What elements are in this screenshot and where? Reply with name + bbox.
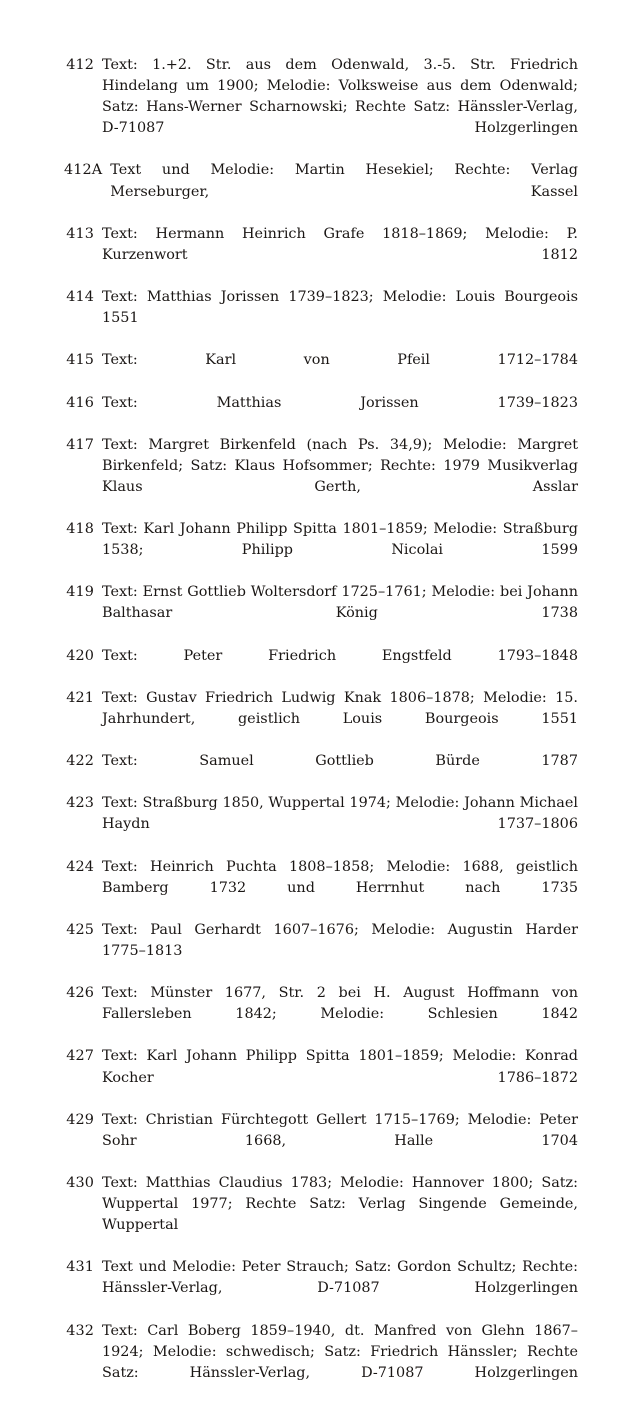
- credit-entry-text: Text: Matthias Jorissen 1739–1823: [102, 394, 578, 411]
- credit-entry-text: Text: Münster 1677, Str. 2 bei H. August Hoffmann von Fallersleben 1842; Melodie: Schlesien 1842: [102, 985, 578, 1023]
- credit-entry: [64, 519, 578, 582]
- credit-entry: [64, 1257, 578, 1320]
- credit-entry-number: 426: [66, 985, 94, 1002]
- credit-entry-text: Text: Christian Fürchtegott Gellert 1715–1769; Melodie: Peter Sohr 1668, Halle 1704: [102, 1111, 578, 1149]
- credit-entry-number: 420: [66, 647, 94, 664]
- credit-entry: [64, 224, 578, 287]
- credit-entry: [64, 983, 578, 1046]
- credit-entry-text: Text: Straßburg 1850, Wuppertal 1974; Melodie: Johann Michael Haydn 1737–1806: [102, 795, 578, 833]
- credit-entry: [64, 350, 578, 392]
- credit-entry-number: 419: [66, 584, 94, 601]
- credit-entry: [64, 688, 578, 751]
- credit-entry-number: 422: [66, 753, 94, 770]
- credit-entry-text: Text: Hermann Heinrich Grafe 1818–1869; Melodie: P. Kurzenwort 1812: [102, 225, 578, 263]
- credit-entry-text: Text: Ernst Gottlieb Woltersdorf 1725–1761; Melodie: bei Johann Balthasar König 1738: [102, 584, 578, 622]
- credit-entry-text: Text: Matthias Jorissen 1739–1823; Melodie: Louis Bourgeois 1551: [102, 289, 578, 327]
- credit-entry-number: 427: [66, 1048, 94, 1065]
- credit-entry-number: 414: [66, 289, 94, 306]
- credit-entry-text: Text: Matthias Claudius 1783; Melodie: Hannover 1800; Satz: Wuppertal 1977; Rechte Satz: Verlag Singende Gemeinde, Wuppertal: [102, 1174, 578, 1234]
- credits-list: [64, 55, 578, 1405]
- credit-entry-number: 418: [66, 521, 94, 538]
- credit-entry: [64, 646, 578, 688]
- credit-entry-number: 432: [66, 1322, 94, 1339]
- credit-entry-text: Text: Karl Johann Philipp Spitta 1801–1859; Melodie: Straßburg 1538; Philipp Nicolai 1599: [102, 521, 578, 559]
- credit-entry: [64, 1110, 578, 1173]
- credit-entry: [64, 160, 578, 223]
- credit-entry-number: 424: [66, 858, 94, 875]
- credit-entry: [64, 857, 578, 920]
- credit-entry: [64, 751, 578, 793]
- credit-entry: [64, 920, 578, 983]
- credit-entry: [64, 793, 578, 856]
- credit-entry-text: Text: Karl von Pfeil 1712–1784: [102, 352, 578, 369]
- credit-entry-text: Text und Melodie: Peter Strauch; Satz: Gordon Schultz; Rechte: Hänssler-Verlag, D-71087 Holzgerlingen: [102, 1259, 578, 1297]
- credit-entry-number: 429: [66, 1111, 94, 1128]
- credit-entry-number: 412A: [64, 162, 103, 179]
- credit-entry-number: 415: [66, 352, 94, 369]
- credit-entry-number: 417: [66, 436, 94, 453]
- credit-entry: [64, 55, 578, 160]
- credit-entry-text: Text: Heinrich Puchta 1808–1858; Melodie: 1688, geistlich Bamberg 1732 und Herrnhut nach 1735: [102, 858, 578, 896]
- credit-entry: [64, 1321, 578, 1405]
- credit-entry-text: Text: Karl Johann Philipp Spitta 1801–1859; Melodie: Konrad Kocher 1786–1872: [102, 1048, 578, 1086]
- credit-entry-number: 425: [66, 921, 94, 938]
- credit-entry-text: Text: Paul Gerhardt 1607–1676; Melodie: Augustin Harder 1775–1813: [102, 921, 578, 959]
- credit-entry: [64, 287, 578, 350]
- credit-entry-number: 412: [66, 57, 94, 73]
- credit-entry-number: 430: [66, 1174, 94, 1191]
- credit-entry: [64, 1046, 578, 1109]
- credit-entry: [64, 393, 578, 435]
- credit-entry-text: Text: 1.+2. Str. aus dem Odenwald, 3.-5. Str. Friedrich Hindelang um 1900; Melodie: Volksweise aus dem Odenwald; Satz: Hans-Werner Scharnowski; Rechte Satz: Hänssler-Verlag, D-71087 Holzgerlingen: [102, 57, 578, 137]
- credit-entry: [64, 1173, 578, 1257]
- credit-entry-text: Text: Samuel Gottlieb Bürde 1787: [102, 753, 578, 770]
- credit-entry-number: 431: [66, 1259, 94, 1276]
- credit-entry-text: Text und Melodie: Martin Hesekiel; Rechte: Verlag Merseburger, Kassel: [110, 162, 578, 200]
- credit-entry-number: 421: [66, 689, 94, 706]
- credit-entry-text: Text: Carl Boberg 1859–1940, dt. Manfred von Glehn 1867–1924; Melodie: schwedisch; Satz: Friedrich Hänssler; Rechte Satz: Hänssler-Verlag, D-71087 Holzgerlingen: [102, 1322, 578, 1381]
- credit-entry-text: Text: Gustav Friedrich Ludwig Knak 1806–1878; Melodie: 15. Jahrhundert, geistlich Louis Bourgeois 1551: [102, 689, 578, 727]
- credit-entry-text: Text: Margret Birkenfeld (nach Ps. 34,9); Melodie: Margret Birkenfeld; Satz: Klaus Hofsommer; Rechte: 1979 Musikverlag Klaus Gerth, Asslar: [102, 436, 578, 495]
- credit-entry: [64, 435, 578, 519]
- credit-entry: [64, 582, 578, 645]
- credit-entry-number: 416: [66, 394, 94, 411]
- credit-entry-text: Text: Peter Friedrich Engstfeld 1793–1848: [102, 647, 578, 664]
- credit-entry-number: 423: [66, 795, 94, 812]
- credit-entry-number: 413: [66, 225, 94, 242]
